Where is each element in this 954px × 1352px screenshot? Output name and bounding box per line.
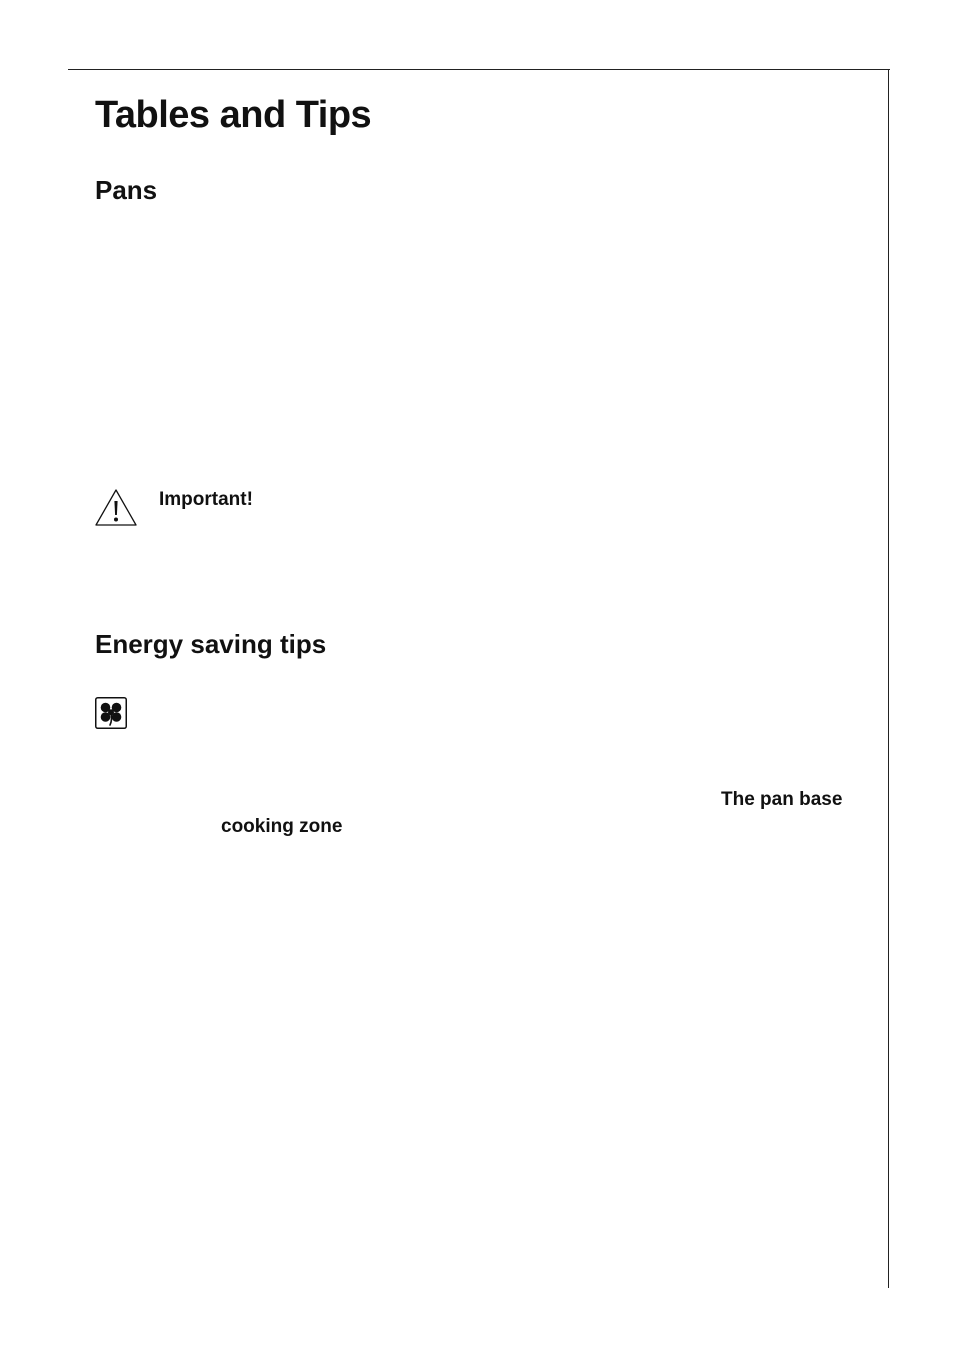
energy-text-cooking-zone: cooking zone bbox=[221, 816, 343, 837]
section-heading-pans: Pans bbox=[95, 175, 158, 205]
important-notice-label: Important! bbox=[159, 489, 253, 510]
page-title: Tables and Tips bbox=[95, 94, 372, 136]
warning-triangle-icon bbox=[94, 488, 138, 528]
page-frame-right-rule bbox=[888, 69, 889, 1288]
page-frame-top-rule bbox=[68, 69, 890, 70]
energy-text-pan-base: The pan base bbox=[721, 789, 843, 810]
eco-clover-icon bbox=[95, 697, 127, 729]
section-heading-energy-saving: Energy saving tips bbox=[95, 629, 327, 659]
